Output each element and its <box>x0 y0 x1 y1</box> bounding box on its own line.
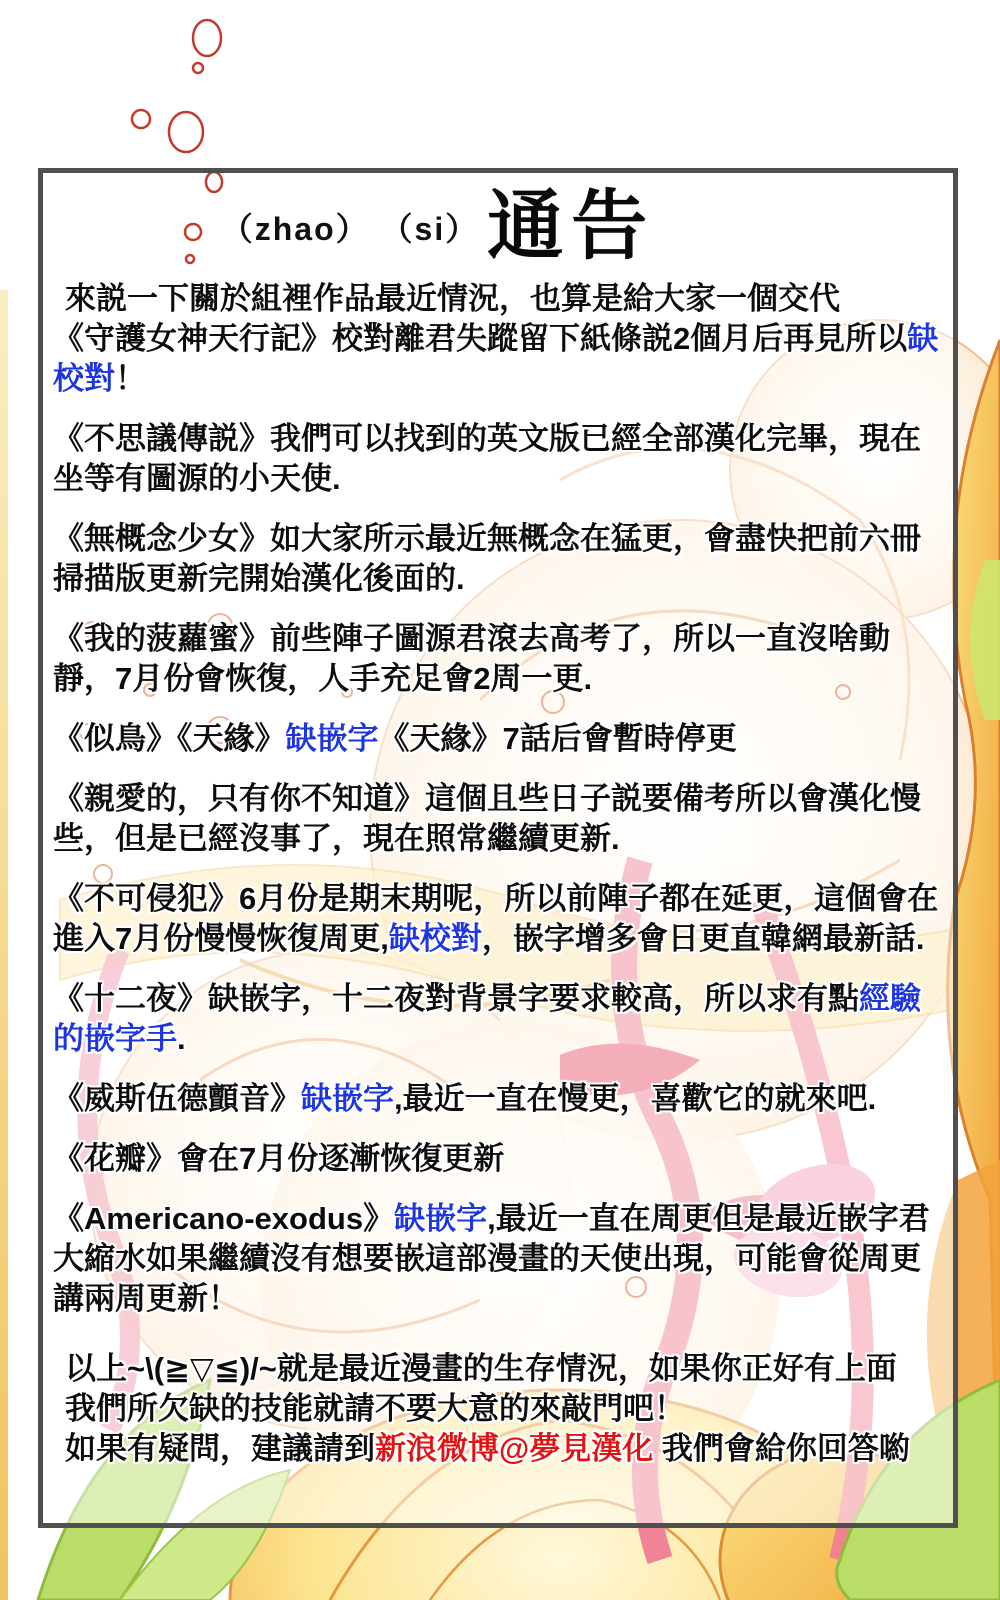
text-segment: . <box>177 1021 186 1056</box>
text-segment: 以上~\(≧▽≦)/~就是最近漫畫的生存情況，如果你正好有上面 <box>65 1351 897 1386</box>
highlight-text-blue: 缺嵌字 <box>301 1081 394 1116</box>
text-segment: 《威斯伍德顫音》 <box>53 1081 301 1116</box>
title-main: 通告 <box>487 184 656 269</box>
notice-paragraph <box>53 619 939 699</box>
notice-paragraph <box>53 1199 939 1319</box>
notice-paragraph <box>53 1079 939 1119</box>
notice-content <box>53 279 939 1469</box>
notice-title <box>38 184 881 269</box>
text-segment: ，嵌字增多會日更直韓網最新話. <box>481 921 925 956</box>
text-segment: 《不思議傳説》我們可以找到的英文版已經全部漢化完畢，現在坐等有圖源的小天使. <box>53 421 921 496</box>
title-romanization: （zhao） （si） <box>220 211 480 247</box>
text-segment: 我們會給你回答喲 <box>653 1431 910 1466</box>
text-segment: 我們所欠缺的技能就請不要大意的來敲門吧！ <box>65 1391 685 1426</box>
text-segment: 《親愛的，只有你不知道》這個且些日子説要備考所以會漢化慢些，但是已經沒事了，現在照常繼續更新. <box>53 781 921 856</box>
text-segment: 《Americano-exodus》 <box>53 1201 395 1236</box>
text-segment: 《十二夜》缺嵌字，十二夜對背景字要求較高，所以求有點 <box>53 981 859 1016</box>
text-segment: ,最近一直在慢更，喜歡它的就來吧. <box>394 1081 877 1116</box>
notice-paragraph <box>53 279 939 319</box>
highlight-text-blue: 缺嵌字 <box>394 1201 488 1236</box>
highlight-text-blue: 缺校對 <box>388 921 482 956</box>
text-segment: 《天緣》7話后會暫時停更 <box>378 721 737 756</box>
notice-paragraph <box>53 419 939 499</box>
text-segment: 《無概念少女》如大家所示最近無概念在猛更，會盡快把前六冊掃描版更新完開始漢化後面的. <box>53 521 921 596</box>
text-segment: ,最近一直在周更但是最近嵌字君大縮水如果繼續沒有想要嵌這部漫畫的天使出現，可能會從周更講兩周更新！ <box>53 1201 930 1316</box>
text-segment: 《不可侵犯》6月份是期末期呢，所以前陣子都在延更，這個會在進入7月份慢慢恢復周更, <box>53 881 939 956</box>
highlight-text-red: 新浪微博@夢見漢化 <box>375 1431 654 1466</box>
text-segment: ！ <box>115 361 146 396</box>
text-segment: 《守護女神天行記》校對離君失蹤留下紙條説2個月后再見所以 <box>53 321 908 356</box>
notice-paragraph <box>53 979 939 1059</box>
notice-paragraph <box>53 1349 939 1389</box>
text-segment: 《似鳥》《天緣》 <box>53 721 286 756</box>
highlight-text-blue: 經驗的嵌字手 <box>53 981 921 1056</box>
notice-paragraph <box>53 779 939 859</box>
text-segment: 如果有疑問，建議請到 <box>65 1431 375 1466</box>
notice-paragraph <box>53 1389 939 1429</box>
text-segment: 來説一下關於組裡作品最近情況，也算是給大家一個交代 <box>65 281 840 316</box>
text-segment: 《我的菠蘿蜜》前些陣子圖源君滾去高考了，所以一直沒啥動靜，7月份會恢復，人手充足會2周一更. <box>53 621 890 696</box>
notice-paragraph <box>53 879 939 959</box>
highlight-text-blue: 缺校對 <box>53 321 939 396</box>
notice-paragraph <box>53 1429 939 1469</box>
notice-box <box>38 168 958 1528</box>
notice-paragraph <box>53 319 939 399</box>
notice-paragraph <box>53 719 939 759</box>
text-segment: 《花瓣》會在7月份逐漸恢復更新 <box>53 1141 505 1176</box>
notice-paragraph <box>53 1139 939 1179</box>
highlight-text-blue: 缺嵌字 <box>285 721 379 756</box>
notice-paragraph <box>53 519 939 599</box>
